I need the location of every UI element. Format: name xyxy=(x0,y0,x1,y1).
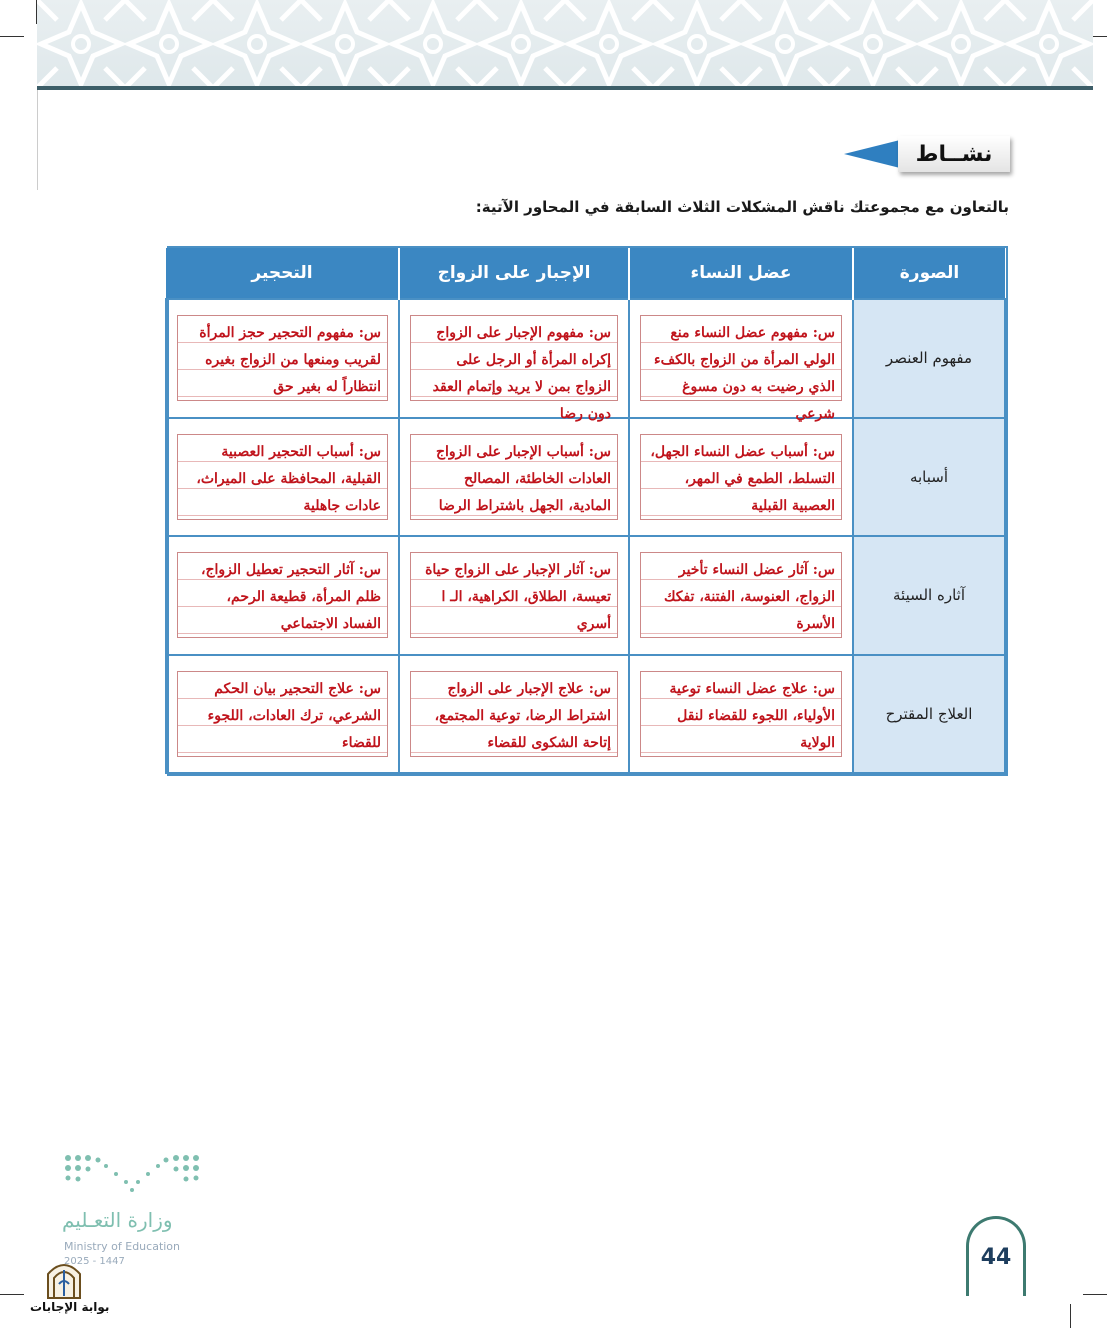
portal-label: بوابة الإجابات xyxy=(30,1300,110,1314)
ministry-years: 2025 - 1447 xyxy=(64,1256,125,1267)
header-tahjeer: التحجير xyxy=(166,248,399,299)
header-ornament-band xyxy=(37,0,1093,88)
crop-mark xyxy=(1070,1304,1071,1328)
ministry-logo-icon xyxy=(62,1152,202,1198)
page-margin-rule xyxy=(37,90,38,190)
page-number: 44 xyxy=(966,1216,1026,1296)
table-header-row xyxy=(166,248,1005,299)
table-row xyxy=(166,299,1005,418)
activity-table xyxy=(167,246,1008,776)
crop-mark xyxy=(1083,1294,1107,1295)
activity-badge xyxy=(840,136,1010,176)
answer-card: س: آثار التحجير تعطيل الزواج، ظلم المرأة، قطيعة الرحم، الفساد الاجتماعي xyxy=(177,552,388,638)
portal-mosque-icon xyxy=(44,1256,84,1300)
activity-title: نشــاط xyxy=(898,136,1010,172)
row-label: أسبابه xyxy=(853,418,1005,537)
table-row xyxy=(166,418,1005,537)
header-divider xyxy=(37,86,1093,90)
answer-card: س: أسباب عضل النساء الجهل، التسلط، الطمع في المهر، العصبية القبلية xyxy=(640,434,842,520)
answer-card: س: آثار الإجبار على الزواج حياة تعيسة، الطلاق، الكراهية، الـ ا أسري xyxy=(410,552,618,638)
answer-card: س: علاج الإجبار على الزواج اشتراط الرضا، توعية المجتمع، إتاحة الشكوى للقضاء xyxy=(410,671,618,757)
answer-card: س: أسباب الإجبار على الزواج العادات الخاطئة، المصالح المادية، الجهل باشتراط الرضا xyxy=(410,434,618,520)
ministry-name-en: Ministry of Education xyxy=(64,1240,181,1253)
answer-card: س: علاج عضل النساء توعية الأولياء، اللجوء للقضاء لنقل الولاية xyxy=(640,671,842,757)
crop-mark xyxy=(0,1294,24,1295)
answer-card: س: علاج التحجير بيان الحكم الشرعي، ترك العادات، اللجوء للقضاء xyxy=(177,671,388,757)
table-row xyxy=(166,536,1005,655)
answer-card: س: مفهوم عضل النساء منع الولي المرأة من الزواج بالكفء الذي رضيت به دون مسوغ شرعي xyxy=(640,315,842,401)
row-label: العلاج المقترح xyxy=(853,655,1005,774)
answer-card: س: مفهوم التحجير حجز المرأة لقريب ومنعها من الزواج بغيره انتظاراً له بغير حق xyxy=(177,315,388,401)
row-label: مفهوم العنصر xyxy=(853,299,1005,418)
header-image: الصورة xyxy=(853,248,1005,299)
header-adl: عضل النساء xyxy=(629,248,853,299)
answer-card: س: آثار عضل النساء تأخير الزواج، العنوسة، الفتنة، تفكك الأسرة xyxy=(640,552,842,638)
ministry-name-ar: وزارة التعـليم xyxy=(62,1208,173,1232)
islamic-pattern-icon xyxy=(37,0,1093,88)
instruction-text: بالتعاون مع مجموعتك ناقش المشكلات الثلاث السابقة في المحاور الآتية: xyxy=(475,198,1009,216)
header-forced-marriage: الإجبار على الزواج xyxy=(399,248,629,299)
badge-arrow-icon xyxy=(844,140,900,168)
table-row xyxy=(166,655,1005,774)
answer-card: س: أسباب التحجير العصبية القبلية، المحافظة على الميراث، عادات جاهلية xyxy=(177,434,388,520)
row-label: آثاره السيئة xyxy=(853,536,1005,655)
crop-mark xyxy=(0,36,24,37)
answer-card: س: مفهوم الإجبار على الزواج إكراه المرأة أو الرجل على الزواج بمن لا يريد وإتمام العقد دون رضا xyxy=(410,315,618,401)
